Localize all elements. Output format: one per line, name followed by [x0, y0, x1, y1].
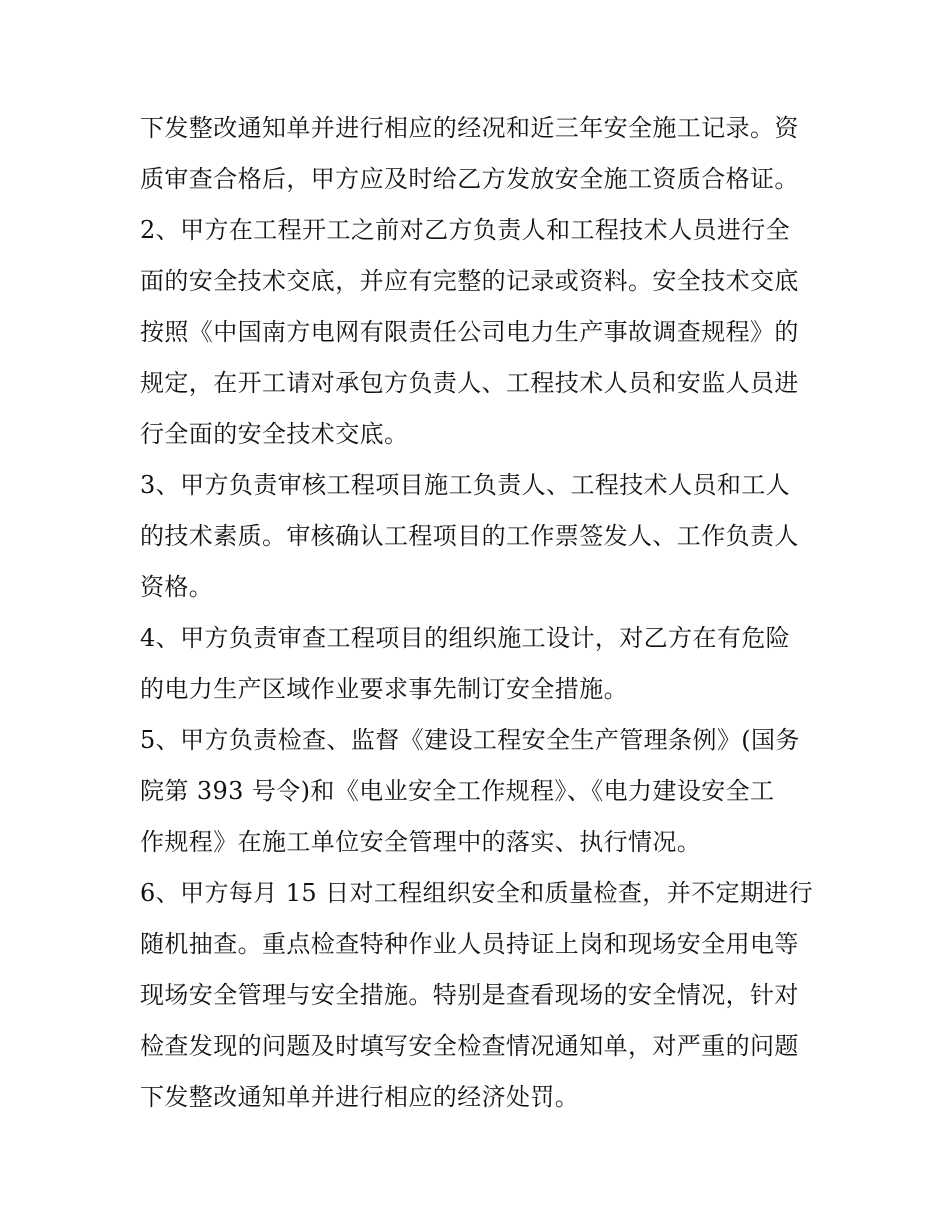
text-line-12: 的电力生产区域作业要求事先制订安全措施。 — [140, 675, 628, 703]
text-line-17: 随机抽查。重点检查特种作业人员持证上岗和现场安全用电等 — [140, 930, 799, 958]
text-line-20: 下发整改通知单并进行相应的经济处罚。 — [140, 1083, 580, 1111]
text-line-14: 院第 393 号令)和《电业安全工作规程》、《电力建设安全工 — [140, 777, 775, 805]
text-line-5: 按照《中国南方电网有限责任公司电力生产事故调查规程》的 — [140, 318, 799, 346]
text-line-16: 6、甲方每月 15 日对工程组织安全和质量检查，并不定期进行 — [140, 879, 814, 907]
text-line-4: 面的安全技术交底，并应有完整的记录或资料。安全技术交底 — [140, 267, 799, 295]
text-line-9: 的技术素质。审核确认工程项目的工作票签发人、工作负责人 — [140, 522, 799, 550]
document-body — [140, 103, 820, 1123]
text-line-3: 2、甲方在工程开工之前对乙方负责人和工程技术人员进行全 — [140, 216, 791, 244]
text-line-11: 4、甲方负责审查工程项目的组织施工设计，对乙方在有危险 — [140, 624, 791, 652]
text-line-2: 质审查合格后，甲方应及时给乙方发放安全施工资质合格证。 — [140, 165, 799, 193]
text-line-6: 规定，在开工请对承包方负责人、工程技术人员和安监人员进 — [140, 369, 799, 397]
text-line-7: 行全面的安全技术交底。 — [140, 420, 409, 448]
text-line-18: 现场安全管理与安全措施。特别是查看现场的安全情况，针对 — [140, 981, 799, 1009]
text-line-19: 检查发现的问题及时填写安全检查情况通知单，对严重的问题 — [140, 1032, 799, 1060]
text-line-1: 下发整改通知单并进行相应的经况和近三年安全施工记录。资 — [140, 114, 799, 142]
text-line-15: 作规程》在施工单位安全管理中的落实、执行情况。 — [140, 828, 702, 856]
text-line-8: 3、甲方负责审核工程项目施工负责人、工程技术人员和工人 — [140, 471, 791, 499]
text-line-10: 资格。 — [140, 573, 214, 601]
text-line-13: 5、甲方负责检查、监督《建设工程安全生产管理条例》(国务 — [140, 726, 800, 754]
